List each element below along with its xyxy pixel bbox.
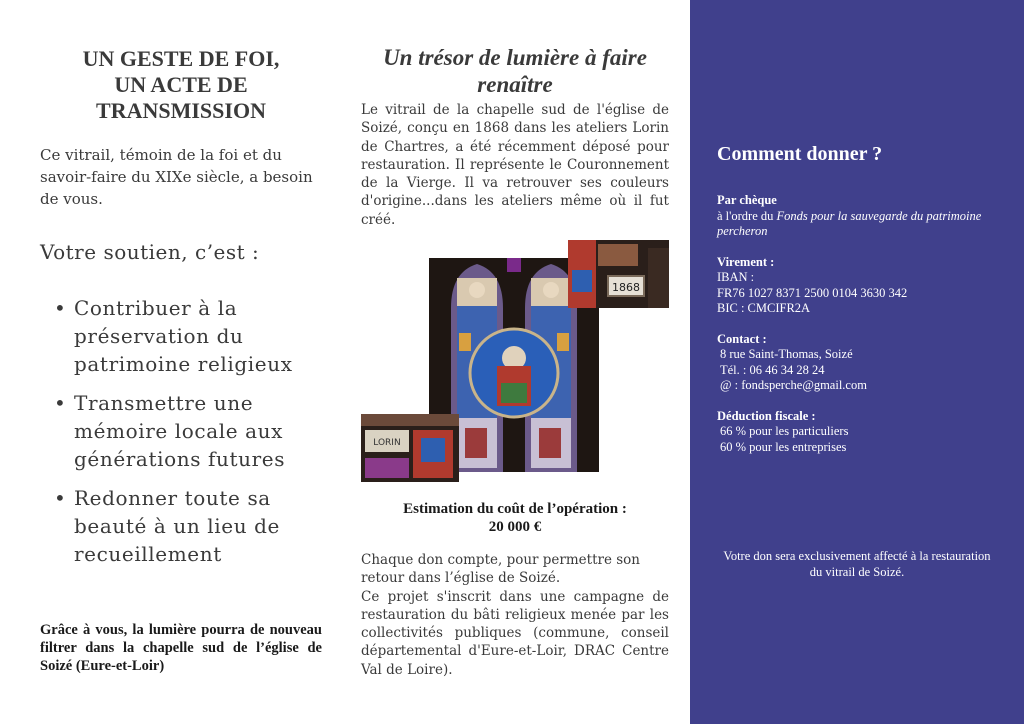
- benefits-list: [54, 294, 324, 579]
- intro-text: Ce vitrail, témoin de la foi et du savoir-faire du XIXe siècle, a besoin de vous.: [40, 146, 313, 208]
- transfer-label: Virement :: [717, 254, 775, 269]
- heading-line-2: UN ACTE DE: [114, 72, 248, 97]
- cost-estimate: [361, 500, 669, 536]
- donation-heading: Comment donner ?: [717, 143, 883, 165]
- benefit-item: • Transmettre une mémoire locale aux générations futures: [54, 389, 324, 473]
- contact-phone: Tél. : 06 46 34 28 24: [720, 362, 825, 377]
- tax-companies: 60 % pour les entreprises: [720, 439, 847, 454]
- benefit-item: • Contribuer à la préservation du patrimoine religieux: [54, 294, 324, 378]
- transfer-block: [717, 255, 1007, 317]
- year-inscription: 1868: [612, 281, 640, 294]
- closing-statement: Grâce à vous, la lumière pourra de nouveau filtrer dans la chapelle sud de l’église de Soizé (Eure-et-Loir): [40, 622, 322, 674]
- benefit-item: • Redonner toute sa beauté à un lieu de recueillement: [54, 484, 324, 568]
- signature-detail-image: [361, 414, 459, 482]
- donation-paragraph: Chaque don compte, pour permettre son retour dans l’église de Soizé.: [361, 552, 640, 587]
- donation-info: [717, 193, 1007, 470]
- tax-label: Déduction fiscale :: [717, 408, 816, 423]
- signature-inscription: LORIN: [373, 438, 401, 448]
- tax-block: [717, 409, 1007, 456]
- cheque-prefix: à l'ordre du: [717, 208, 777, 223]
- cheque-payee: [717, 209, 1007, 240]
- cheque-block: [717, 193, 1007, 240]
- middle-column: [361, 44, 669, 678]
- donation-panel: [690, 0, 1024, 724]
- main-heading: [40, 46, 322, 124]
- allocation-note: Votre don sera exclusivement affecté à la restauration du vitrail de Soizé.: [723, 549, 991, 579]
- heading-line-3: TRANSMISSION: [96, 98, 266, 123]
- contact-address: 8 rue Saint-Thomas, Soizé: [720, 347, 853, 361]
- campaign-paragraph: Ce projet s'inscrit dans une campagne de restauration du bâti religieux menée par les collectivités publiques (commune, conseil départemental d'Eure-et-Loir, DRAC Centre Val de Loire).: [361, 588, 669, 678]
- cost-value: 20 000 €: [488, 519, 542, 535]
- project-text: [361, 551, 669, 679]
- cheque-label: Par chèque: [717, 193, 777, 207]
- cost-label: Estimation du coût de l’opération :: [403, 501, 627, 517]
- inscription-detail-image: [568, 240, 669, 308]
- iban-label: IBAN :: [717, 270, 755, 284]
- left-column: [40, 46, 322, 674]
- fund-name: Fonds pour la sauvegarde du patrimoine percheron: [717, 208, 982, 238]
- window-description: Le vitrail de la chapelle sud de l'église de Soizé, conçu en 1868 dans les ateliers Lorin de Chartres, a été récemment déposé pour restauration. Il représente le Couronnement de la Vierge. Il va retrouver ses couleurs d'origine...dans les ateliers même où il fut créé.: [361, 102, 669, 228]
- bic-value: BIC : CMCIFR2A: [717, 301, 811, 315]
- section-title: Un trésor de lumière à faire renaître: [383, 45, 647, 97]
- contact-email: @ : fondsperche@gmail.com: [720, 378, 867, 392]
- stained-glass-photos: [361, 240, 669, 482]
- support-heading: Votre soutien, c’est :: [40, 240, 260, 264]
- heading-line-1: UN GESTE DE FOI,: [82, 46, 280, 71]
- tax-individuals: 66 % pour les particuliers: [720, 424, 849, 438]
- contact-label: Contact :: [717, 331, 767, 346]
- contact-block: [717, 332, 1007, 394]
- iban-value: FR76 1027 8371 2500 0104 3630 342: [717, 285, 908, 300]
